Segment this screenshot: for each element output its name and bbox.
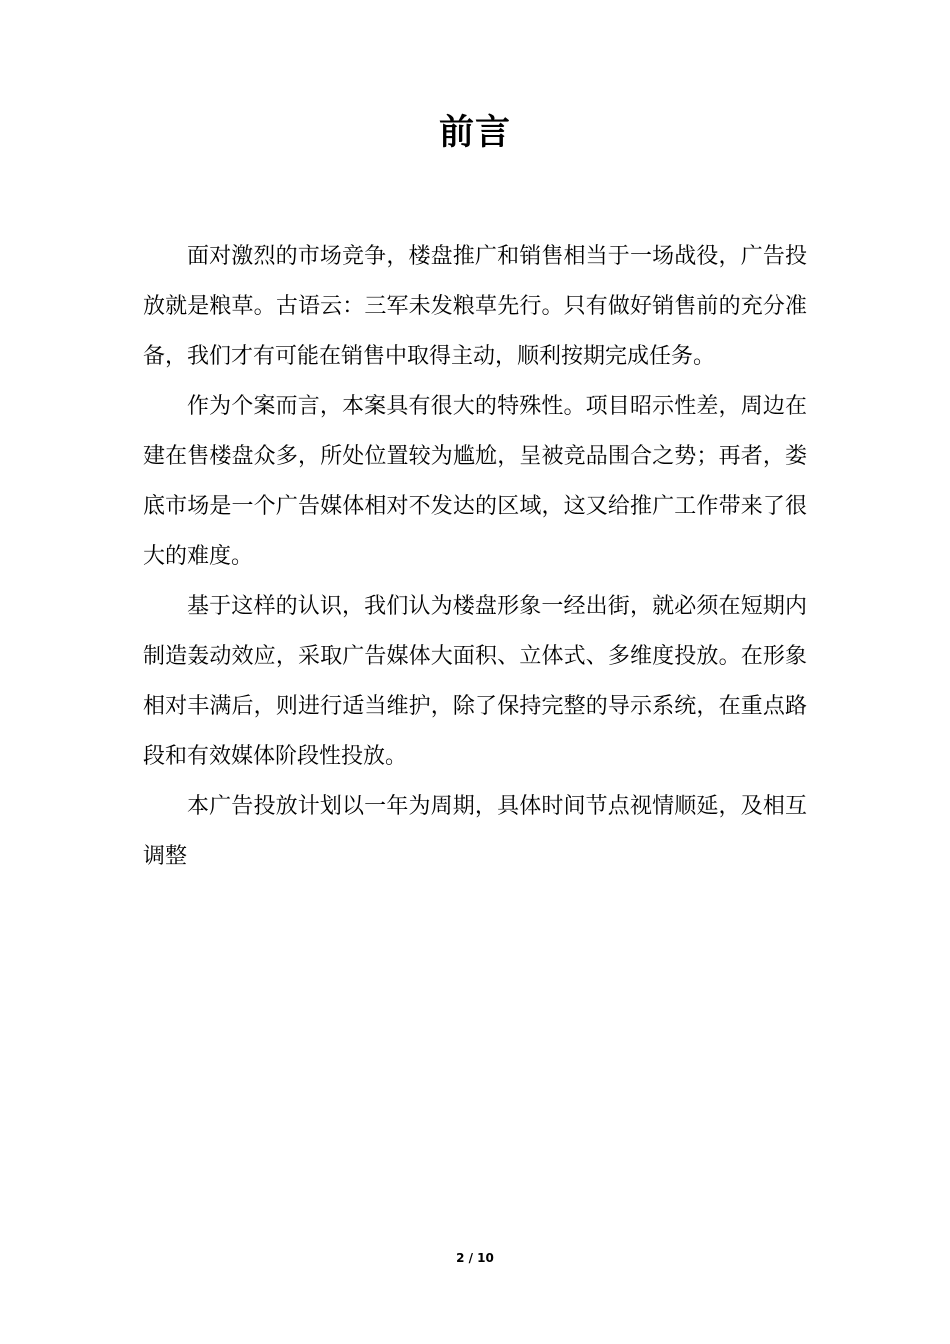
body-text — [143, 232, 807, 882]
paragraph-2: 作为个案而言，本案具有很大的特殊性。项目昭示性差，周边在建在售楼盘众多，所处位置较为尴尬，呈被竞品围合之势；再者，娄底市场是一个广告媒体相对不发达的区域，这又给推广工作带来了很大的难度。 — [143, 394, 807, 569]
paragraph-1: 面对激烈的市场竞争，楼盘推广和销售相当于一场战役，广告投放就是粮草。古语云：三军未发粮草先行。只有做好销售前的充分准备，我们才有可能在销售中取得主动，顺利按期完成任务。 — [143, 244, 807, 369]
page-title: 前言 — [438, 113, 511, 153]
paragraph-4: 本广告投放计划以一年为周期，具体时间节点视情顺延，及相互调整 — [143, 794, 807, 869]
paragraph-3: 基于这样的认识，我们认为楼盘形象一经出街，就必须在短期内制造轰动效应，采取广告媒体大面积、立体式、多维度投放。在形象相对丰满后，则进行适当维护，除了保持完整的导示系统，在重点路段和有效媒体阶段性投放。 — [143, 594, 807, 769]
page-number: 2 / 10 — [456, 1251, 494, 1265]
